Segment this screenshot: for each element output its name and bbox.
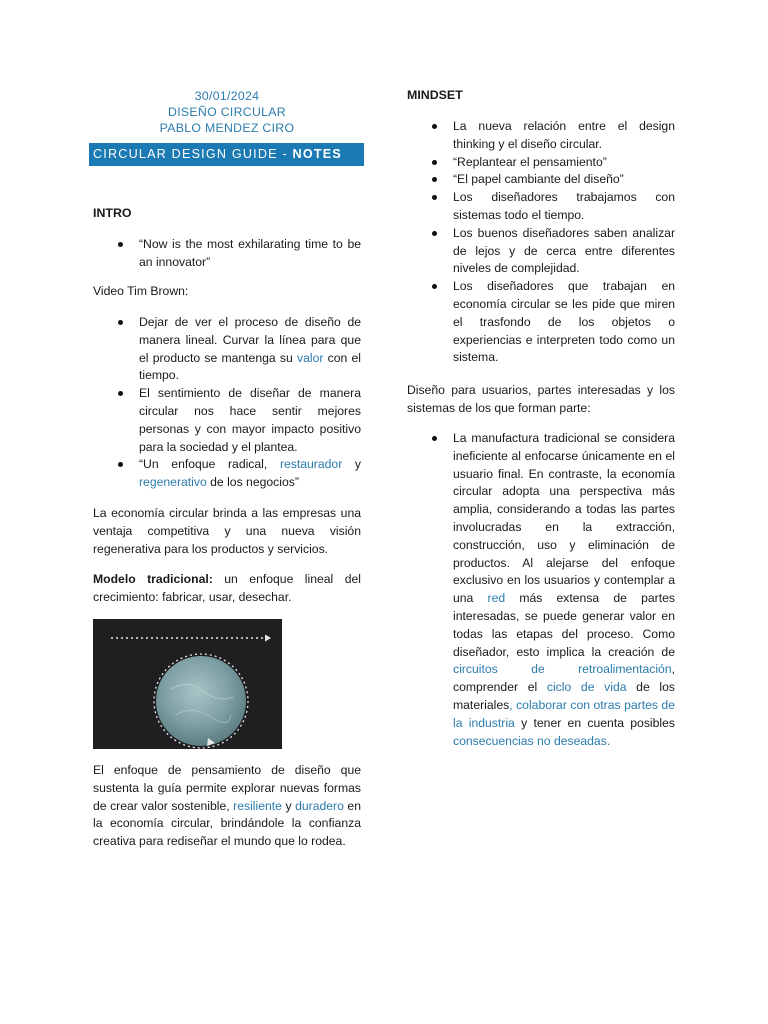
paragraph-economy: La economía circular brinda a las empresas una ventaja competitiva y una nueva visión regenerativa para los productos y servicios.: [93, 506, 361, 556]
mindset-heading: MINDSET: [407, 88, 463, 102]
list-item: “El papel cambiante del diseño”: [407, 171, 675, 189]
bullet-text: La manufactura tradicional se considera ineficiente al enfocarse únicamente en el usuario final. En contraste, la economía circular adopta una perspectiva más amplia, considerando a todas las partes involucradas en la extracción, construcción, uso y eliminación de productos. Al alejarse del enfoque exclusivo en los usuarios y contemplar a una: [453, 431, 675, 606]
link-restaurador[interactable]: restaurador: [279, 457, 343, 472]
bullet-text: de los materiales: [453, 680, 675, 712]
paragraph-design-thinking: [93, 762, 361, 851]
bullet-text: Dejar de ver el proceso de diseño de manera lineal. Curvar la línea para que el producto se mantenga su: [139, 315, 361, 365]
circular-diagram-image: [93, 619, 282, 749]
arrowhead-icon: [265, 635, 271, 642]
users-list: [407, 430, 675, 750]
paragraph-model: [93, 571, 361, 607]
link-resiliente[interactable]: resiliente: [233, 798, 282, 813]
bullet-text: más extensa de partes interesadas, se puede generar valor en todas las etapas del proceso. Como diseñador, esto implica la creación de: [453, 591, 675, 659]
list-item: Los diseñadores trabajamos con sistemas todo el tiempo.: [407, 189, 675, 225]
paragraph-users: Diseño para usuarios, partes interesadas y los sistemas de los que forman parte:: [407, 383, 675, 415]
bullet-text: y: [342, 457, 362, 472]
link-circuitos[interactable]: circuitos de retroalimentación: [453, 662, 672, 677]
diagram-svg: [93, 619, 282, 749]
paragraph-text: El enfoque de pensamiento de diseño que sustenta la guía permite explorar nuevas formas de crear valor sostenible,: [93, 763, 361, 813]
list-item: [93, 314, 361, 385]
document-author: PABLO MENDEZ CIRO: [159, 121, 295, 135]
document-date: 30/01/2024: [194, 89, 260, 103]
bullet-text: y tener en cuenta posibles: [514, 715, 675, 730]
list-item: [93, 456, 361, 492]
list-item: [407, 430, 675, 750]
list-item: La nueva relación entre el design thinking y el diseño circular.: [407, 118, 675, 154]
document-subject: DISEÑO CIRCULAR: [168, 105, 286, 119]
link-colaborar[interactable]: , colaborar con otras partes de la industria: [453, 697, 675, 730]
list-item: “Now is the most exhilarating time to be an innovator”: [93, 236, 361, 272]
link-consecuencias[interactable]: consecuencias no deseadas: [453, 733, 607, 748]
model-text: un enfoque lineal del crecimiento: fabricar, usar, desechar.: [93, 572, 361, 604]
bullet-text: con el tiempo.: [139, 350, 361, 383]
bullet-period: .: [606, 733, 611, 748]
link-valor[interactable]: valor: [296, 350, 324, 365]
list-item: Los buenos diseñadores saben analizar de lejos y de cerca entre diferentes niveles de complejidad.: [407, 225, 675, 278]
link-duradero[interactable]: duradero: [295, 798, 344, 813]
list-item: “Replantear el pensamiento”: [407, 154, 675, 172]
bullet-text: de los negocios”: [206, 475, 299, 490]
link-ciclo-de-vida[interactable]: ciclo de vida: [546, 680, 627, 695]
paragraph-text: y: [281, 798, 296, 813]
banner-title: CIRCULAR DESIGN GUIDE -: [93, 147, 293, 161]
link-red[interactable]: red: [487, 591, 506, 606]
title-banner: [89, 143, 364, 166]
intro-heading: INTRO: [93, 206, 132, 220]
banner-notes: NOTES: [292, 147, 342, 161]
bullet-text: “Un enfoque radical,: [139, 457, 280, 472]
video-bullets: [93, 314, 361, 492]
globe-shape: [156, 656, 246, 746]
intro-quote-list: [93, 236, 361, 272]
model-label: Modelo tradicional:: [93, 572, 213, 586]
link-regenerativo[interactable]: regenerativo: [139, 475, 207, 490]
video-label: Video Tim Brown:: [93, 284, 189, 298]
paragraph-text: en la economía circular, brindándole la confianza creativa para rediseñar el mundo que lo rodea.: [93, 798, 361, 849]
mindset-list: [407, 118, 675, 367]
list-item: El sentimiento de diseñar de manera circular nos hace sentir mejores personas y con mayor impacto positivo para la sociedad y el plantea.: [93, 385, 361, 456]
list-item: Los diseñadores que trabajan en economía circular se les pide que miren el trasfondo de los objetos o experiencias e interpreten todo como un sistema.: [407, 278, 675, 367]
bullet-text: , comprender el: [453, 662, 675, 695]
